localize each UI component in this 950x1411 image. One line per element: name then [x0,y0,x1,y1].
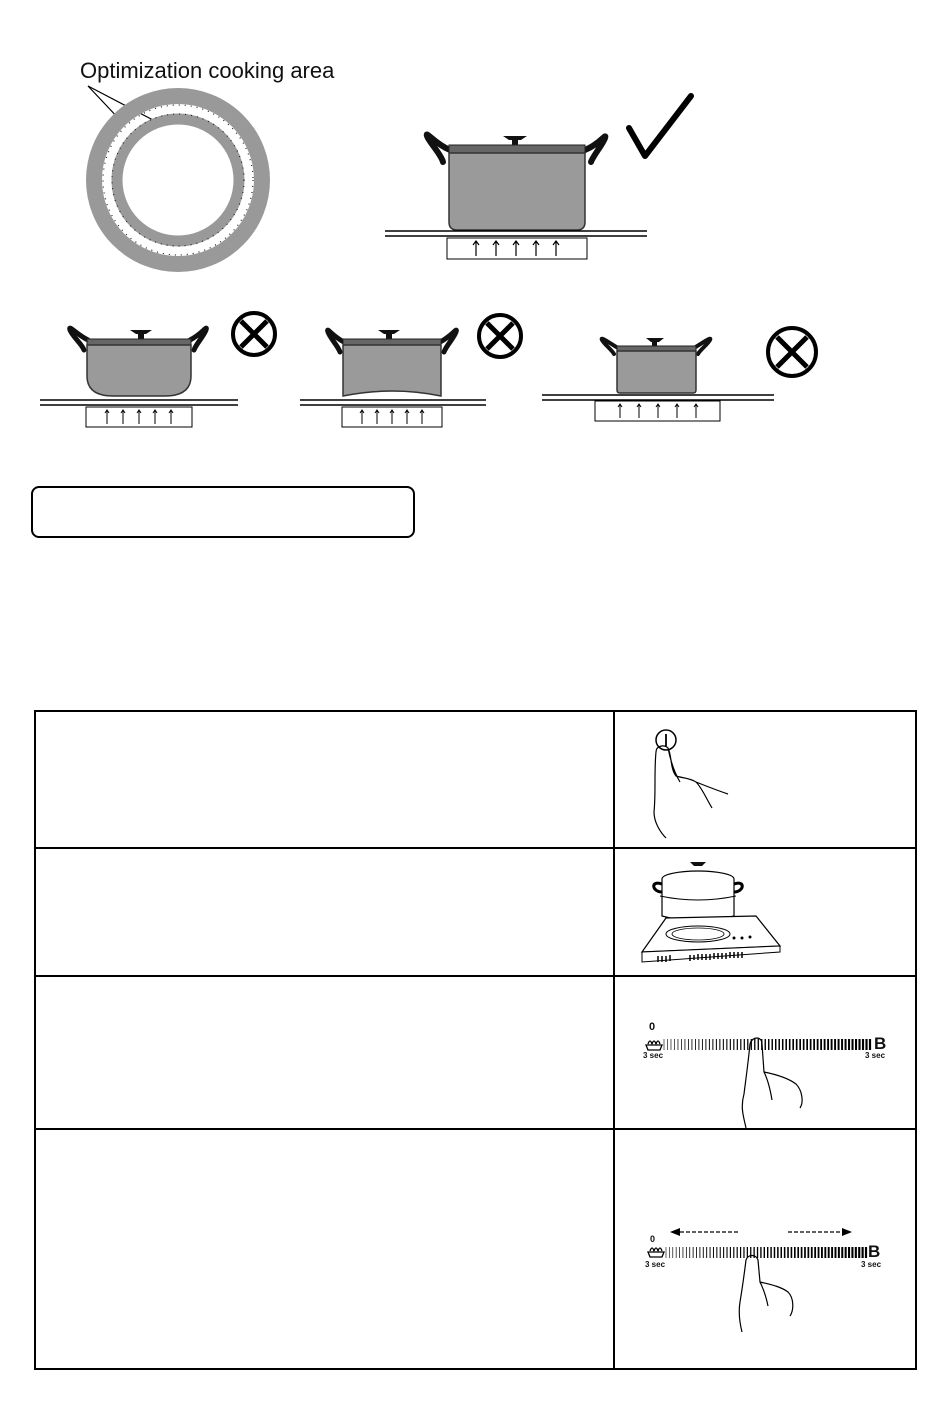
step-1-text-cell [40,716,605,841]
wrong-pot-warped-bottom [300,320,500,430]
cross-circle-icon [228,308,280,360]
slider-max-label: B [874,1034,887,1053]
right-hold-label: 3 sec [861,1260,882,1269]
cross-circle-icon [762,322,822,382]
slider-min-label: 0 [650,1234,656,1244]
power-button-icon [636,722,746,842]
optimization-caption: Optimization cooking area [80,58,335,83]
check-icon [627,92,697,162]
wrong-pot-too-small [542,330,782,430]
slider-touch-icon [640,1018,890,1130]
step-4-text-cell [40,1134,605,1362]
cross-circle-icon [474,310,526,362]
step-3-text-cell [40,981,605,1122]
pot-on-cooktop-icon [638,852,788,974]
left-hold-label: 3 sec [645,1260,666,1269]
section-heading-box [31,486,415,538]
table-row-divider [34,847,917,849]
slider-max-label: B [868,1242,881,1261]
table-column-divider [613,710,615,1370]
left-hold-label: 3 sec [643,1051,664,1060]
slider-drag-icon [642,1224,892,1336]
table-row-divider [34,975,917,977]
wrong-pot-round-bottom [40,320,250,430]
right-hold-label: 3 sec [865,1051,886,1060]
slider-min-label: 0 [649,1021,656,1033]
step-2-text-cell [40,853,605,969]
